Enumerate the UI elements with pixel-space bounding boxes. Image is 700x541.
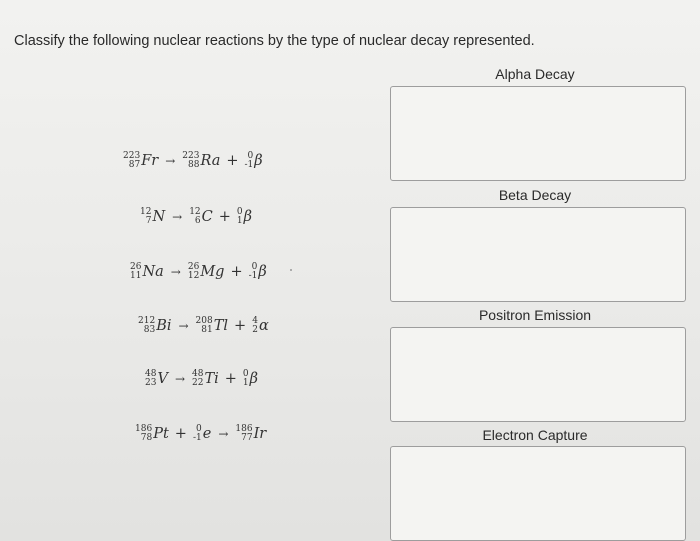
question-text: Classify the following nuclear reactions by the type of nuclear decay represented. [14, 33, 535, 49]
plus-sign: + [218, 209, 231, 225]
stray-dot [290, 269, 292, 271]
reaction-item[interactable] [123, 152, 263, 170]
nuclide: 12 7 N [140, 207, 166, 226]
reaction-item[interactable] [145, 370, 258, 388]
plus-sign: + [224, 371, 237, 387]
nuclide: 223 87 Fr [123, 151, 159, 170]
drop-zone-positron-emission[interactable] [390, 327, 686, 422]
drop-zone-beta-decay[interactable] [390, 207, 686, 302]
nuclide: 0 -1 β [248, 262, 267, 281]
category-label-beta: Beta Decay [498, 187, 572, 203]
category-label-alpha: Alpha Decay [495, 66, 575, 82]
reaction-arrow: → [165, 154, 176, 168]
nuclide: 26 12 Mg [187, 262, 225, 281]
plus-sign: + [234, 318, 247, 334]
drop-zone-electron-capture[interactable] [390, 446, 686, 541]
category-panel [385, 0, 700, 541]
drop-zone-alpha-decay[interactable] [390, 86, 686, 181]
nuclide: 208 81 Tl [195, 316, 229, 335]
plus-sign: + [230, 264, 243, 280]
category-label-positron: Positron Emission [478, 307, 592, 323]
nuclide: 48 22 Ti [192, 369, 219, 388]
category-label-electron-capture: Electron Capture [482, 427, 588, 443]
nuclide: 223 88 Ra [182, 151, 221, 170]
plus-sign: + [226, 153, 239, 169]
reaction-item[interactable] [140, 208, 252, 226]
nuclide: 212 83 Bi [138, 316, 172, 335]
reaction-arrow: → [174, 372, 185, 386]
nuclide: 4 2 α [252, 316, 269, 335]
reaction-item[interactable] [130, 263, 267, 281]
reaction-item[interactable] [138, 317, 269, 335]
reaction-arrow: → [170, 265, 181, 279]
nuclide: 186 78 Pt [135, 424, 169, 443]
reaction-arrow: → [178, 319, 189, 333]
plus-sign: + [174, 426, 187, 442]
nuclide: 0 1 β [242, 369, 259, 388]
nuclide: 0 1 β [236, 207, 253, 226]
reaction-arrow: → [172, 210, 183, 224]
reaction-arrow: → [218, 427, 229, 441]
reaction-item[interactable] [135, 425, 266, 443]
nuclide: 0 -1 β [244, 151, 263, 170]
nuclide: 186 77 Ir [235, 424, 267, 443]
nuclide: 26 11 Na [130, 262, 164, 281]
nuclide: 0 -1 e [192, 424, 212, 443]
nuclide: 12 6 C [189, 207, 213, 226]
nuclide: 48 23 V [145, 369, 168, 388]
